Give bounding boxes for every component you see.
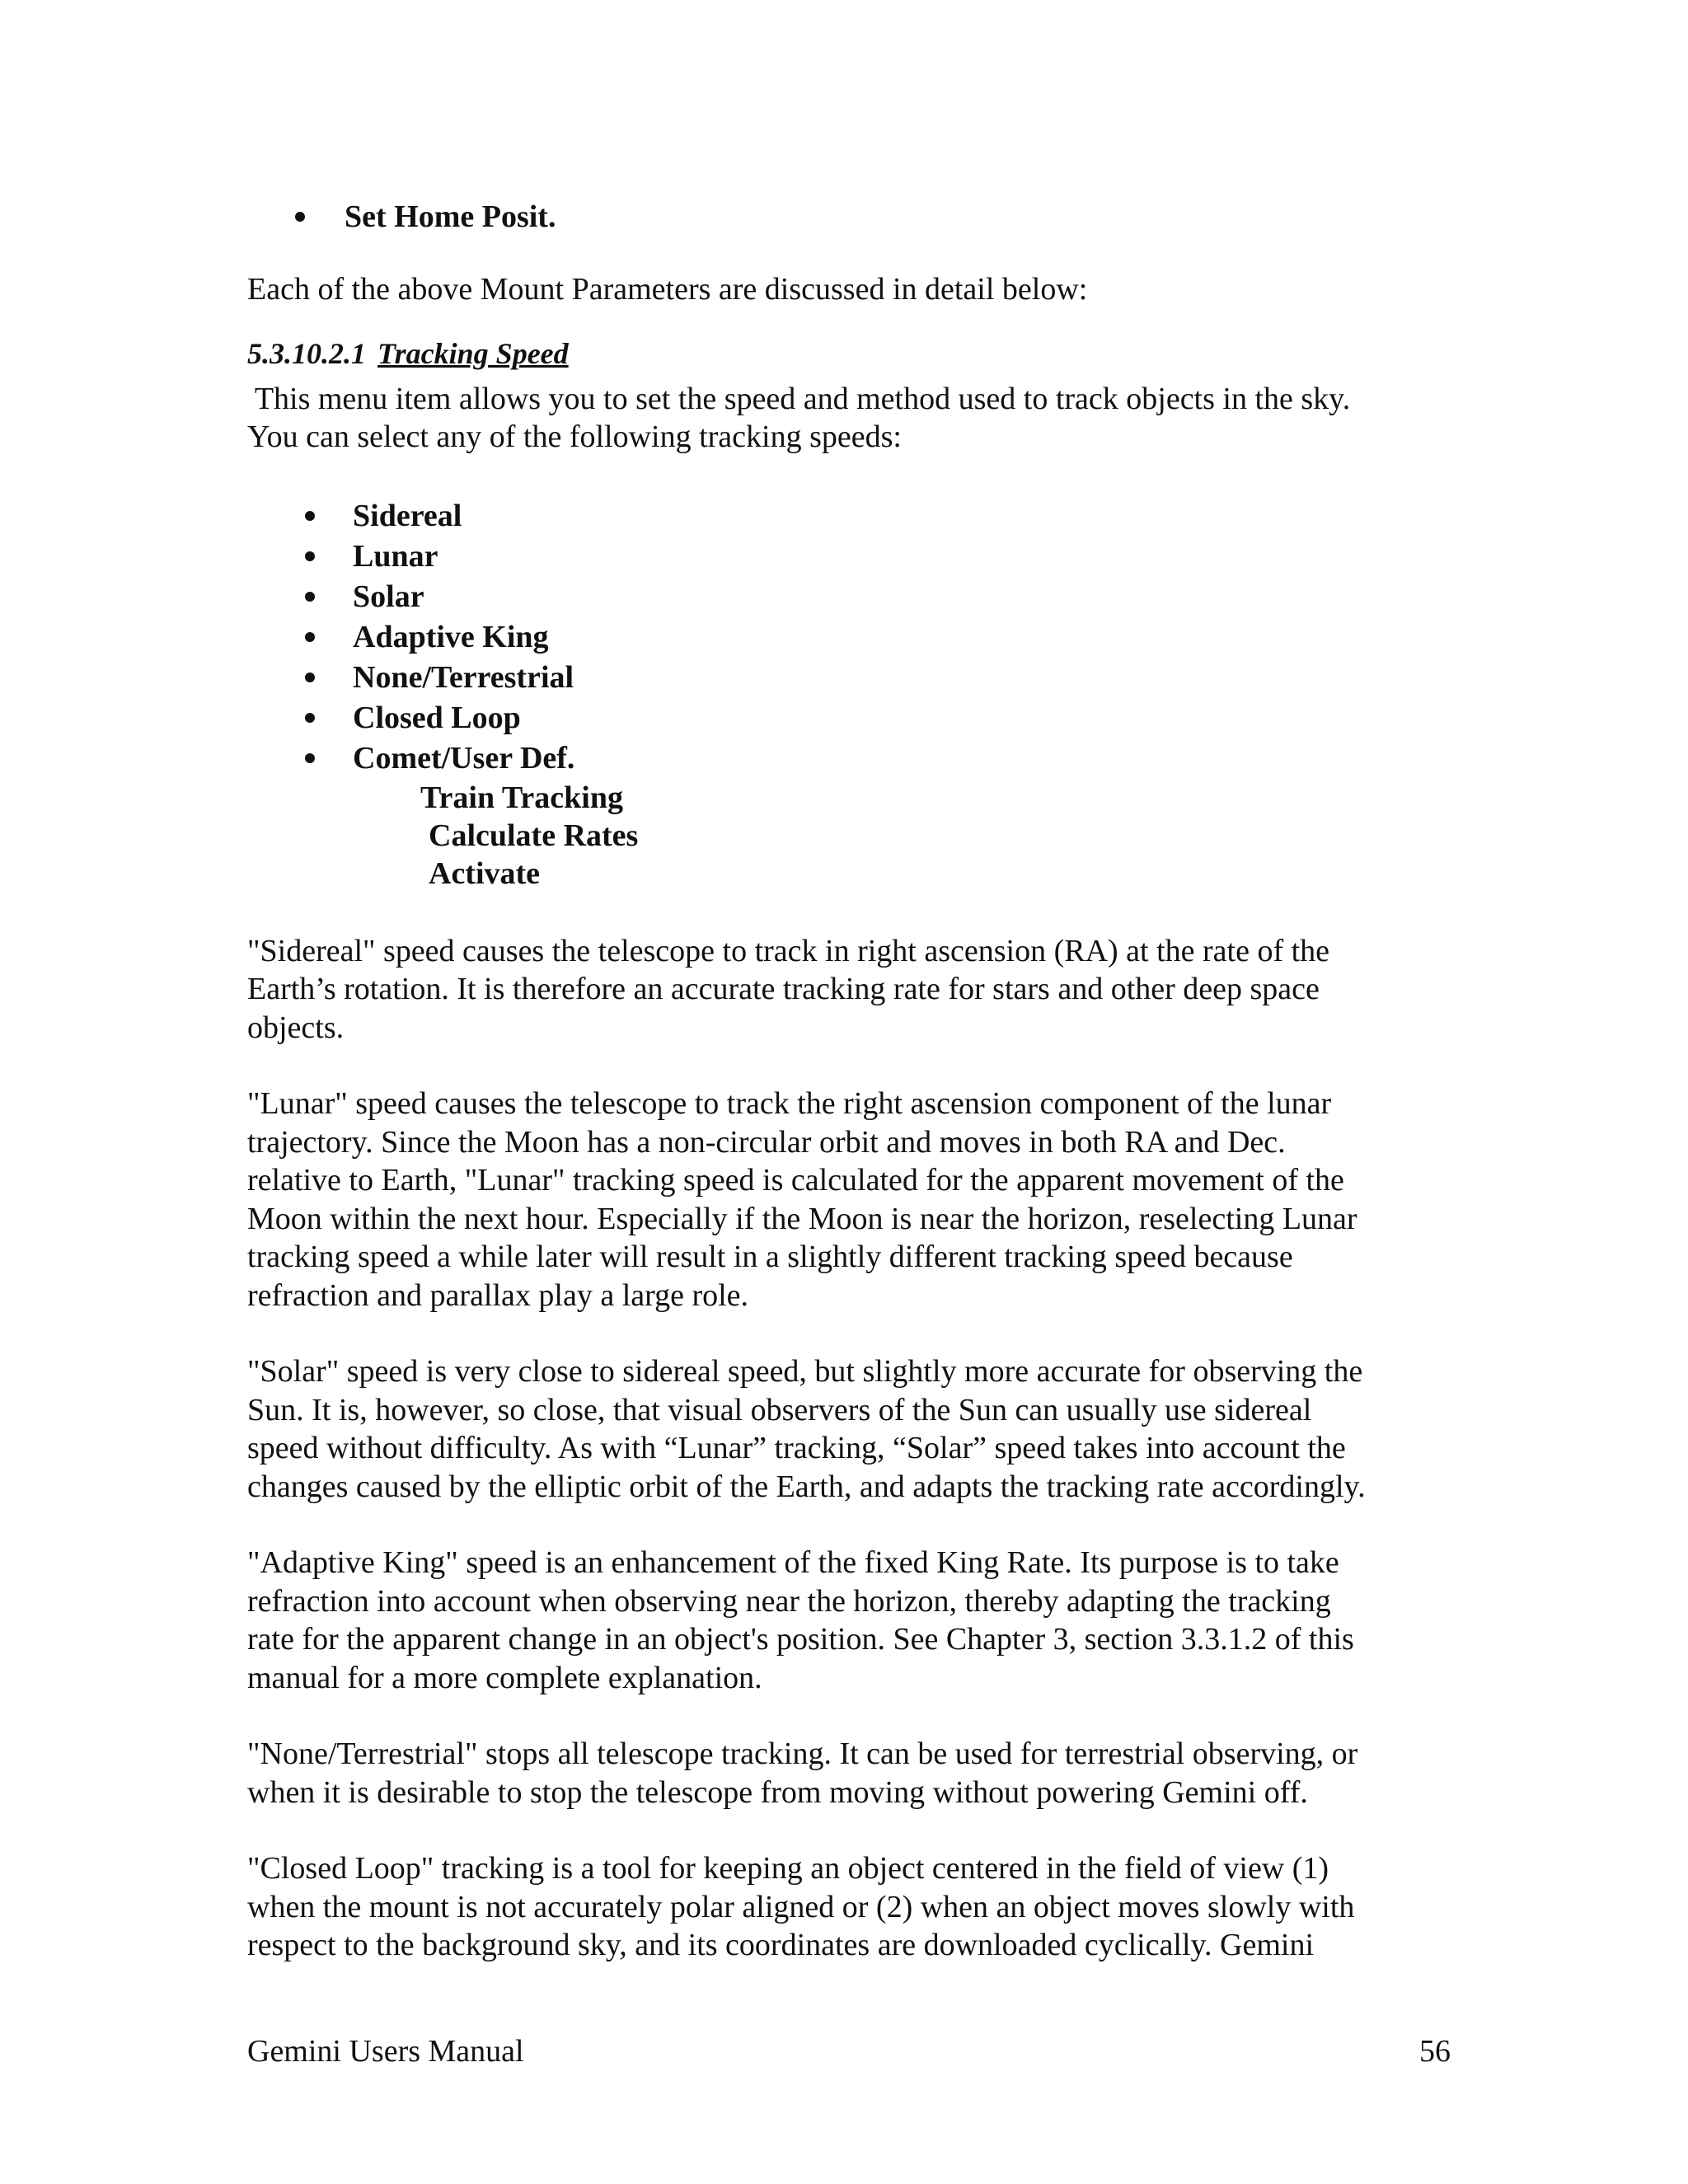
bullet-set-home-posit [295, 198, 1451, 236]
sub-item-train-tracking: Train Tracking [420, 780, 623, 815]
text-line: Sun. It is, however, so close, that visual observers of the Sun can usually use sidereal [247, 1392, 1312, 1427]
list-item [305, 577, 1451, 617]
text-line: rate for the apparent change in an object's position. See Chapter 3, section 3.3.1.2 of this [247, 1622, 1354, 1657]
page-body [247, 198, 1451, 1965]
bullet-dot-icon [305, 592, 315, 602]
bullet-dot-icon [305, 511, 315, 521]
bullet-dot-icon [305, 753, 315, 763]
paragraph-lunar [247, 1085, 1451, 1315]
list-item [305, 658, 1451, 698]
list-item [305, 698, 1451, 738]
comet-subitem-list [247, 779, 1451, 893]
text-line: when the mount is not accurately polar aligned or (2) when an object moves slowly with [247, 1889, 1355, 1924]
text-line: Moon within the next hour. Especially if the Moon is near the horizon, reselecting Lunar [247, 1201, 1357, 1236]
tracking-speed-list [247, 496, 1451, 779]
sub-item-calculate-rates: Calculate Rates [429, 818, 639, 853]
text-line: refraction into account when observing near the horizon, thereby adapting the tracking [247, 1583, 1331, 1619]
sub-item-activate: Activate [429, 855, 541, 891]
bullet-dot-icon [305, 673, 315, 682]
list-item [305, 617, 1451, 658]
text-line: manual for a more complete explanation. [247, 1660, 762, 1695]
text-line: "Lunar" speed causes the telescope to track the right ascension component of the lunar [247, 1086, 1332, 1121]
bullet-dot-icon [295, 212, 305, 222]
list-item-label: None/Terrestrial [353, 659, 574, 695]
paragraph-none-terrestrial [247, 1735, 1451, 1811]
text-line: trajectory. Since the Moon has a non-circular orbit and moves in both RA and Dec. [247, 1124, 1286, 1160]
list-item-label: Adaptive King [353, 619, 549, 654]
intro-text: Each of the above Mount Parameters are discussed in detail below: [247, 272, 1088, 307]
list-item-label: Sidereal [353, 498, 462, 533]
list-item-label: Solar [353, 579, 424, 614]
bullet-dot-icon [305, 551, 315, 561]
footer-manual-title: Gemini Users Manual [247, 2034, 524, 2069]
text-line: respect to the background sky, and its coordinates are downloaded cyclically. Gemini [247, 1928, 1315, 1962]
section-heading [247, 335, 1451, 372]
page-number: 56 [1419, 2034, 1451, 2069]
section-title: Tracking Speed [377, 336, 569, 370]
text-line: Earth’s rotation. It is therefore an accurate tracking rate for stars and other deep space [247, 972, 1320, 1006]
section-intro [247, 380, 1451, 457]
text-line: relative to Earth, "Lunar" tracking speed is calculated for the apparent movement of the [247, 1163, 1344, 1197]
text-line: changes caused by the elliptic orbit of the Earth, and adapts the tracking rate accordingly. [247, 1469, 1366, 1504]
text-line: "None/Terrestrial" stops all telescope tracking. It can be used for terrestrial observing, or [247, 1736, 1358, 1771]
text-line: when it is desirable to stop the telescope from moving without powering Gemini off. [247, 1774, 1308, 1810]
list-item-label: Comet/User Def. [353, 740, 575, 776]
text-line: "Adaptive King" speed is an enhancement of the fixed King Rate. Its purpose is to take [247, 1545, 1339, 1580]
text-line: "Sidereal" speed causes the telescope to track in right ascension (RA) at the rate of the [247, 933, 1330, 968]
list-item-label: Lunar [353, 538, 438, 574]
list-item-label: Closed Loop [353, 700, 521, 735]
paragraph-adaptive-king [247, 1544, 1451, 1697]
text-line: This menu item allows you to set the speed and method used to track objects in the sky. [247, 381, 1351, 416]
list-item [305, 537, 1451, 577]
paragraph-closed-loop [247, 1849, 1451, 1965]
text-line: You can select any of the following tracking speeds: [247, 419, 902, 454]
text-line: refraction and parallax play a large role. [247, 1277, 749, 1313]
text-line: tracking speed a while later will result in a slightly different tracking speed because [247, 1240, 1293, 1274]
paragraph-sidereal [247, 932, 1451, 1047]
paragraph-solar [247, 1352, 1451, 1506]
text-line: speed without difficulty. As with “Lunar” tracking, “Solar” speed takes into account the [247, 1431, 1346, 1465]
text-line: objects. [247, 1010, 345, 1045]
text-line: "Solar" speed is very close to sidereal speed, but slightly more accurate for observing the [247, 1354, 1363, 1389]
list-item [305, 738, 1451, 779]
bullet-dot-icon [305, 713, 315, 723]
page-footer [247, 2032, 1451, 2070]
bullet-label: Set Home Posit. [345, 199, 556, 234]
bullet-dot-icon [305, 632, 315, 642]
section-number: 5.3.10.2.1 [247, 336, 366, 370]
list-item [305, 496, 1451, 537]
text-line: "Closed Loop" tracking is a tool for keeping an object centered in the field of view (1) [247, 1851, 1329, 1886]
